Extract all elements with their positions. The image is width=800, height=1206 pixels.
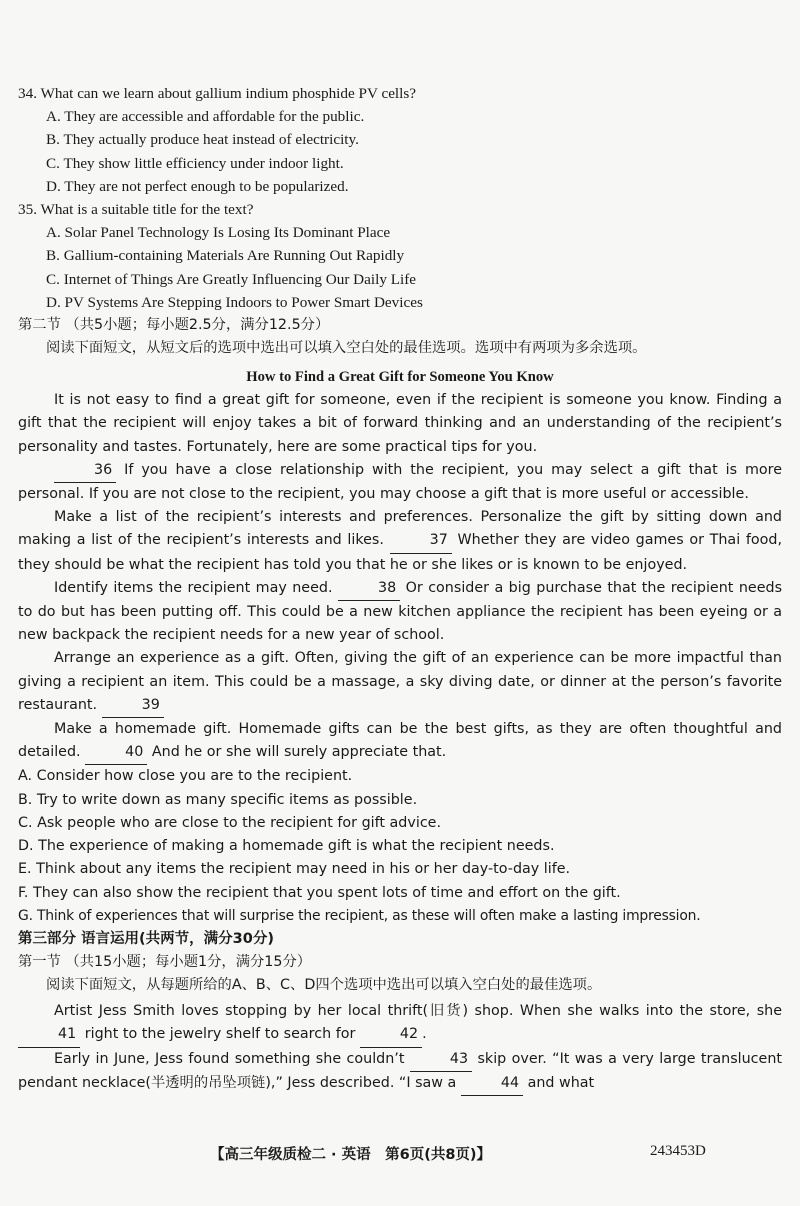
blank-36: 36 bbox=[54, 459, 116, 483]
blank-43: 43 bbox=[410, 1048, 472, 1072]
part-3-section-1: 第一节 （共15小题；每小题1分，满分15分） bbox=[18, 953, 312, 970]
blank-38: 38 bbox=[338, 577, 400, 601]
exam-page bbox=[18, 82, 782, 1096]
cloze-text-2b: skip over. “It was a very large translucent pendant necklace(半透明的吊坠项链),” Jess described. “I saw a bbox=[18, 1050, 783, 1091]
paragraph-2-text: If you have a close relationship with the recipient, you may select a gift that is more personal. If you are not close to the recipient, you may choose a gift that is more useful or accessible. bbox=[18, 461, 783, 503]
blank-37: 37 bbox=[390, 529, 452, 553]
question-35-option-b: B. Gallium-containing Materials Are Running Out Rapidly bbox=[46, 247, 405, 265]
cloze-paragraph-1: Artist Jess Smith loves stopping by her local thrift(旧货) shop. When she walks into the store, she 41 right to the jewelry shelf to search for 42 . bbox=[18, 1000, 782, 1047]
paragraph-4-text-b: Or consider a big purchase that the recipient needs to do but has been putting off. This could be a new kitchen appliance the recipient has been eyeing or a new backpack the recipient needs for a new year of school. bbox=[18, 579, 783, 644]
question-34-option-d: D. They are not perfect enough to be popularized. bbox=[46, 177, 349, 195]
paragraph-6-text-b: And he or she will surely appreciate that. bbox=[151, 744, 447, 761]
blank-40: 40 bbox=[85, 741, 147, 765]
question-35-option-a: A. Solar Panel Technology Is Losing Its Dominant Place bbox=[46, 224, 391, 242]
cloze-paragraph-2 bbox=[18, 1048, 782, 1096]
footer-page-info: 【高三年级质检二 · 英语 第6页(共8页)】 bbox=[210, 1147, 492, 1163]
paragraph-3-text-b: Whether they are video games or Thai food, they should be what the recipient has told you that he or she likes or is known to be enjoyed. bbox=[18, 532, 782, 573]
passage-paragraph-3 bbox=[18, 506, 782, 577]
blank-44: 44 bbox=[461, 1072, 523, 1096]
choice-f: F. They can also show the recipient that you spent lots of time and effort on the gift. bbox=[18, 884, 621, 901]
cloze-text-1a: Artist Jess Smith loves stopping by her local thrift(旧货) shop. When she walks into the store, she bbox=[54, 1003, 782, 1020]
cloze-text-2a: Early in June, Jess found something she couldn’t bbox=[54, 1050, 405, 1067]
paragraph-6-text-a: Make a homemade gift. Homemade gifts can be the best gifts, as they are often thoughtful and detailed. bbox=[18, 721, 782, 761]
passage-paragraph-5 bbox=[18, 647, 782, 718]
question-35-option-d: D. PV Systems Are Stepping Indoors to Power Smart Devices bbox=[46, 293, 423, 311]
cloze-text-2c: and what bbox=[527, 1074, 595, 1091]
passage-paragraph-4 bbox=[18, 577, 782, 648]
passage-paragraph-2 bbox=[18, 459, 782, 506]
choice-c: C. Ask people who are close to the recipient for gift advice. bbox=[18, 814, 442, 831]
paragraph-5-text: Arrange an experience as a gift. Often, giving the gift of an experience can be more impactful than giving a recipient an item. This could be a massage, a sky diving date, or dinner at the person’s favorite restaurant. bbox=[18, 650, 782, 713]
question-34-stem: 34. What can we learn about gallium indium phosphide PV cells? bbox=[18, 85, 417, 102]
blank-41: 41 bbox=[18, 1023, 80, 1047]
cloze-text-1b: right to the jewelry shelf to search for bbox=[84, 1026, 356, 1043]
part-3-heading: 第三部分 语言运用(共两节，满分30分) bbox=[18, 930, 274, 947]
question-34-option-c: C. They show little efficiency under indoor light. bbox=[46, 154, 344, 172]
blank-39: 39 bbox=[102, 694, 164, 718]
choice-e: E. Think about any items the recipient may need in his or her day-to-day life. bbox=[18, 861, 571, 878]
passage-title: How to Find a Great Gift for Someone You Know bbox=[246, 369, 554, 386]
question-35-stem: 35. What is a suitable title for the text? bbox=[18, 201, 254, 219]
choice-a: A. Consider how close you are to the recipient. bbox=[18, 768, 353, 785]
footer-code: 243453D bbox=[650, 1143, 706, 1159]
question-34-option-a: A. They are accessible and affordable for the public. bbox=[46, 108, 365, 126]
choice-g: G. Think of experiences that will surprise the recipient, as these will often make a lasting impression. bbox=[18, 907, 701, 924]
passage-paragraph-1: It is not easy to find a great gift for someone, even if the recipient is someone you know. Finding a gift that the recipient will enjoy takes a bit of forward thinking and an understanding of the recipient’s personality and tastes. Fortunately, here are some practical tips for you. bbox=[18, 392, 782, 455]
paragraph-3-text-a: Make a list of the recipient’s interests and preferences. Personalize the gift by sitting down and making a list of the recipient’s interests and likes. bbox=[18, 509, 782, 549]
passage-paragraph-6 bbox=[18, 718, 782, 765]
page-footer bbox=[0, 1143, 800, 1173]
section-2-heading: 第二节 （共5小题；每小题2.5分，满分12.5分） bbox=[18, 317, 330, 334]
part-3-instruction: 阅读下面短文，从每题所给的A、B、C、D四个选项中选出可以填入空白处的最佳选项。 bbox=[46, 977, 602, 994]
question-34-option-b: B. They actually produce heat instead of electricity. bbox=[46, 131, 359, 149]
paragraph-4-text-a: Identify items the recipient may need. bbox=[54, 579, 333, 596]
blank-42: 42 bbox=[360, 1023, 422, 1047]
choice-d: D. The experience of making a homemade gift is what the recipient needs. bbox=[18, 838, 555, 855]
question-35-option-c: C. Internet of Things Are Greatly Influencing Our Daily Life bbox=[46, 270, 417, 288]
section-2-instruction: 阅读下面短文，从短文后的选项中选出可以填入空白处的最佳选项。选项中有两项为多余选项。 bbox=[46, 340, 647, 357]
choice-b: B. Try to write down as many specific items as possible. bbox=[18, 791, 418, 808]
